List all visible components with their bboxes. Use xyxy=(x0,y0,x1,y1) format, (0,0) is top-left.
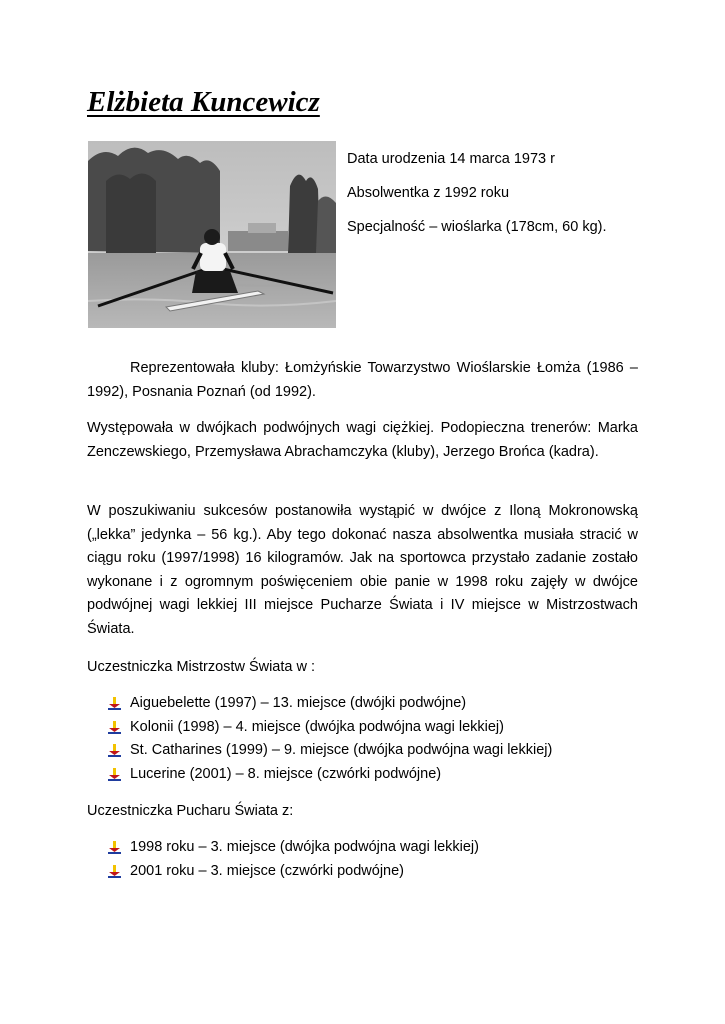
cup-heading-block xyxy=(87,800,638,824)
birth-date: Data urodzenia 14 marca 1973 r xyxy=(347,151,555,167)
rower-photo xyxy=(88,141,336,328)
list-item-text: Lucerine (2001) – 8. miejsce (czwórki podwójne) xyxy=(130,765,442,782)
list-item-text: 2001 roku – 3. miejsce (czwórki podwójne) xyxy=(130,862,405,879)
worlds-heading-block xyxy=(87,656,638,680)
facts-block xyxy=(347,150,607,252)
list-item xyxy=(108,836,479,860)
graduation-year: Absolwentka z 1992 roku xyxy=(347,185,510,201)
list-item xyxy=(108,860,479,884)
list-item xyxy=(108,739,552,763)
list-item xyxy=(108,763,552,787)
arrow-bullet-icon xyxy=(108,744,121,757)
rower-photo-image xyxy=(88,141,336,328)
arrow-bullet-icon xyxy=(108,768,121,781)
list-item-text: Kolonii (1998) – 4. miejsce (dwójka podwójna wagi lekkiej) xyxy=(130,718,504,735)
arrow-bullet-icon xyxy=(108,841,121,854)
cup-heading: Uczestniczka Pucharu Świata z: xyxy=(87,803,294,819)
page-title: Elżbieta Kuncewicz xyxy=(87,86,320,118)
success-paragraph-block xyxy=(87,500,638,642)
list-item-text: St. Catharines (1999) – 9. miejsce (dwójka podwójna wagi lekkiej) xyxy=(130,742,553,759)
arrow-bullet-icon xyxy=(108,865,121,878)
doubles-paragraph-block xyxy=(87,417,638,464)
worlds-list xyxy=(108,692,552,786)
list-item-text: Aiguebelette (1997) – 13. miejsce (dwójki podwójne) xyxy=(130,695,467,711)
arrow-bullet-icon xyxy=(108,721,121,734)
list-item xyxy=(108,692,552,716)
worlds-heading: Uczestniczka Mistrzostw Świata w : xyxy=(87,659,316,675)
doubles-paragraph: Występowała w dwójkach podwójnych wagi ciężkiej. Podopieczna trenerów: Marka Zenczewskiego, Przemysława Abrachamczyka (kluby), Jerzego Brońca (kadra). xyxy=(87,420,638,460)
clubs-paragraph: Reprezentowała kluby: Łomżyńskie Towarzystwo Wioślarskie Łomża (1986 – 1992), Posnania Poznań (od 1992). xyxy=(87,360,638,400)
list-item xyxy=(108,716,552,740)
arrow-bullet-icon xyxy=(108,697,121,710)
list-item-text: 1998 roku – 3. miejsce (dwójka podwójna wagi lekkiej) xyxy=(130,839,479,855)
cup-list xyxy=(108,836,479,883)
specialty: Specjalność – wioślarka (178cm, 60 kg). xyxy=(347,219,607,235)
success-paragraph: W poszukiwaniu sukcesów postanowiła wystąpić w dwójce z Iloną Mokronowską („lekka” jedynka – 56 kg.). Aby tego dokonać nasza absolwentka musiała stracić w ciągu roku (1997/1998) 16 kilogramów. Jak na sportowca przystało zadanie zostało wykonane i z ogromnym poświęceniem obie panie w 1998 roku zajęły w dwójce podwójnej wagi lekkiej III miejsce Pucharze Świata i IV miejsce w Mistrzostwach Świata. xyxy=(87,503,638,637)
clubs-paragraph-block xyxy=(87,357,638,404)
